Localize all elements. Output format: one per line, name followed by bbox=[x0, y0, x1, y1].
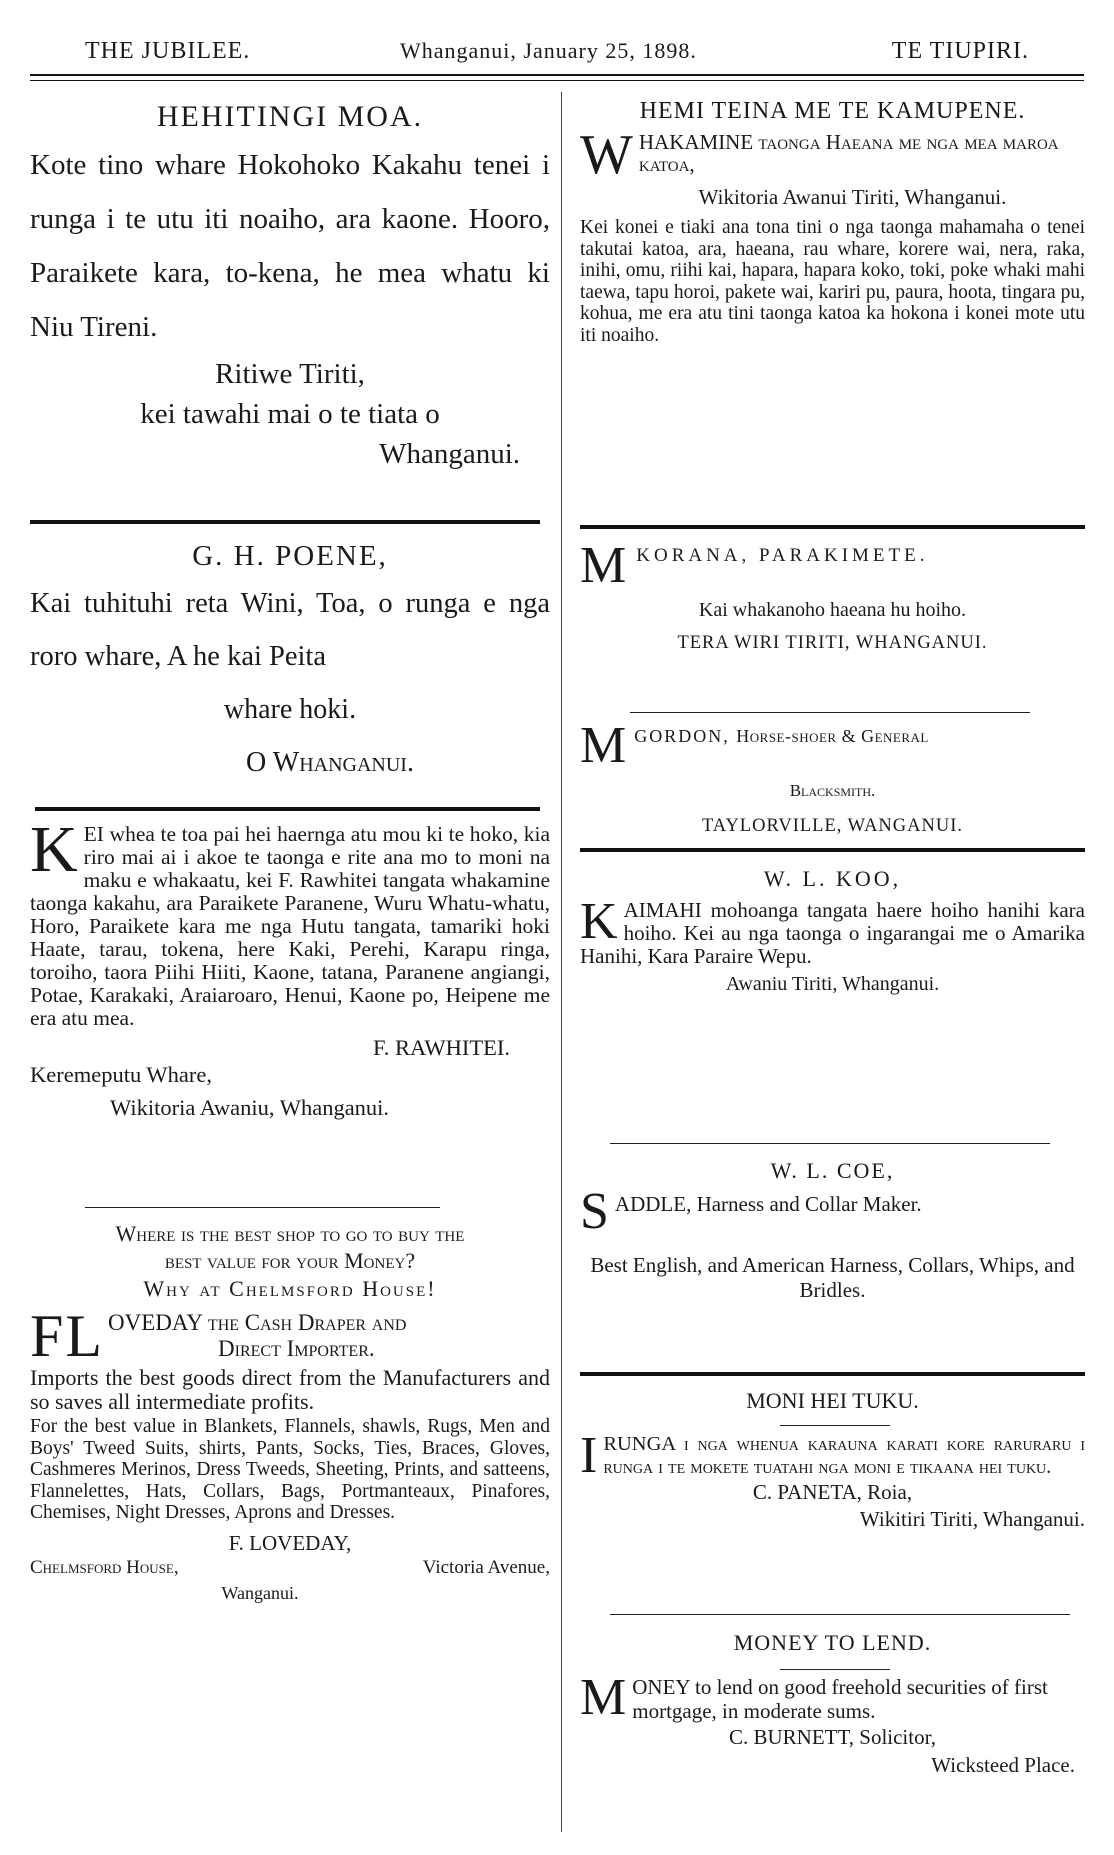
ad-address: TERA WIRI TIRITI, WHANGANUI. bbox=[677, 633, 988, 653]
drop-cap: L bbox=[65, 1303, 103, 1369]
column-divider bbox=[561, 92, 562, 1832]
ad-body: Kai whakanoho haeana hu hoiho. bbox=[698, 599, 967, 621]
ad-title: W. L. COE, bbox=[770, 1158, 895, 1183]
header-right: TE TIUPIRI. bbox=[891, 38, 1029, 64]
ad-title: MONI HEI TUKU. bbox=[746, 1388, 919, 1413]
drop-cap: K bbox=[30, 813, 78, 886]
header-rule bbox=[30, 74, 1084, 76]
divider bbox=[35, 807, 540, 811]
ad-address: Wanganui. bbox=[221, 1582, 299, 1603]
drop-cap: S bbox=[580, 1183, 609, 1240]
ad-body: EI whea te toa pai hei haernga atu mou ki te hoko, kia riro mai ai i akoe te taonga e rite ana mo to moni na maku e whakaatu, kei F. Rawhitei tangata whakamine taonga kakahu, ara Paraikete Paranene, Wuru Whatu-whatu, Horo, Paraikete kara me nga Hutu tangata, tamariki hoki Haate, tarau, tokena, here Kaki, Perehi, Karapu ringa, toroiho, taora Piihi Hiiti, Kaone, tatana, Paranene angiangi, Potae, Karakaki, Araiaroaro, Henui, Kaone po, Heipene me era atu mea. bbox=[30, 822, 550, 1030]
header-date: Whanganui, January 25, 1898. bbox=[400, 38, 697, 63]
ad-title: Direct Importer. bbox=[218, 1336, 375, 1361]
ad-address: Wicksteed Place. bbox=[931, 1753, 1075, 1777]
header-left: THE JUBILEE. bbox=[85, 38, 251, 64]
divider bbox=[85, 1207, 440, 1208]
ad-body: Kote tino whare Hokohoko Kakahu tenei i runga i te utu iti noaiho, ara kaone. Hooro, Paraikete kara, to-kena, he mea whatu ki Niu Tireni. bbox=[30, 149, 550, 343]
divider bbox=[630, 712, 1030, 713]
ad-line: Why at Chelmsford House! bbox=[143, 1276, 437, 1301]
ad-loveday bbox=[30, 1220, 550, 1604]
divider bbox=[580, 525, 1085, 529]
drop-cap: I bbox=[580, 1427, 598, 1484]
ad-address: Wikitoria Awanui Tiriti, Whanganui. bbox=[698, 185, 1007, 209]
ad-body: For the best value in Blankets, Flannels, shawls, Rugs, Men and Boys' Tweed Suits, shirts, Pants, Socks, Ties, Braces, Gloves, Cashmeres Merinos, Dress Tweeds, Sheeting, Prints, and satteens, Flannelettes, Hats, Collars, Bags, Portmanteaux, Pinafores, Chemises, Night Dresses, Aprons and Dresses. bbox=[30, 1416, 550, 1523]
ad-trade: Horse-shoer & General bbox=[736, 726, 929, 746]
drop-cap: M bbox=[580, 1669, 627, 1726]
ad-title: G. H. POENE, bbox=[192, 540, 388, 572]
ad-title: HEHITINGI MOA. bbox=[156, 100, 424, 133]
ad-body: Kei konei e tiaki ana tona tini o nga taonga mahamaha o tenei takutai katoa, ara, haeana, rau whare, korere wai, nera, raka, inihi, omu, riihi kai, hapara, hapara koko, toki, poke whaki mahi taewa, tapu horoi, pakete wai, kariri pu, paura, hoota, tingara pu, kohua, me era atu tini taonga katoa ka hokona i konei mote utu iti noaiho. bbox=[580, 217, 1085, 346]
ad-moni-hei-tuku bbox=[580, 1385, 1085, 1533]
divider bbox=[580, 848, 1085, 852]
drop-cap: F bbox=[30, 1303, 64, 1369]
ad-line: Whanganui. bbox=[379, 438, 520, 470]
ad-signature: C. PANETA, Roia, bbox=[752, 1480, 913, 1504]
drop-cap: M bbox=[580, 537, 631, 594]
ad-address: Chelmsford House, bbox=[30, 1556, 179, 1578]
ad-title: MONEY TO LEND. bbox=[733, 1630, 932, 1655]
ad-money-to-lend bbox=[580, 1627, 1085, 1779]
ad-coe bbox=[580, 1155, 1085, 1303]
divider bbox=[780, 1669, 890, 1670]
divider bbox=[780, 1425, 890, 1426]
ad-title: HEMI TEINA ME TE KAMUPENE. bbox=[639, 98, 1026, 124]
ad-intro: HAKAMINE taonga Haeana me nga mea maroa katoa, bbox=[638, 130, 1059, 176]
header-rule-thin bbox=[30, 80, 1084, 81]
ad-address: Wikitiri Tiriti, Whanganui. bbox=[859, 1507, 1085, 1531]
ad-gordon bbox=[580, 717, 1085, 841]
divider bbox=[580, 1372, 1085, 1376]
ad-trade: Blacksmith. bbox=[789, 781, 876, 800]
drop-cap: M bbox=[580, 717, 629, 774]
ad-line: whare hoki. bbox=[223, 694, 357, 725]
ad-body: AIMAHI mohoanga tangata haere hoiho hanihi kara hoiho. Kei au nga taonga o ingarangai me o Amarika Hanihi, Kara Paraire Wepu. bbox=[580, 898, 1085, 968]
divider bbox=[610, 1614, 1070, 1615]
drop-cap: K bbox=[580, 893, 618, 950]
ad-name: GORDON, bbox=[634, 726, 730, 746]
ad-body: ONEY to lend on good freehold securities of first mortgage, in moderate sums. bbox=[632, 1675, 1048, 1723]
ad-name: KORANA, PARAKIMETE. bbox=[636, 545, 929, 566]
ad-signature: F. RAWHITEI. bbox=[373, 1035, 510, 1060]
ad-address: Wikitoria Awaniu, Whanganui. bbox=[110, 1095, 390, 1120]
ad-poene bbox=[30, 540, 550, 789]
ad-signature: F. LOVEDAY, bbox=[228, 1530, 352, 1555]
ad-title: OVEDAY the Cash Draper and bbox=[108, 1310, 407, 1335]
ad-address: Victoria Avenue, bbox=[422, 1556, 550, 1578]
ad-rawhitei bbox=[30, 813, 550, 1121]
ad-hehitingi-moa bbox=[30, 100, 550, 474]
ad-street: Ritiwe Tiriti, bbox=[215, 358, 365, 390]
divider bbox=[30, 520, 540, 524]
ad-koo bbox=[580, 863, 1085, 1000]
ad-address: Keremeputu Whare, bbox=[30, 1062, 212, 1087]
ad-address: Awaniu Tiriti, Whanganui. bbox=[725, 973, 940, 995]
ad-body: Imports the best goods direct from the Manufacturers and so saves all intermediate profits. bbox=[30, 1365, 550, 1414]
ad-body: Kai tuhituhi reta Wini, Toa, o runga e nga roro whare, A he kai Peita bbox=[30, 588, 550, 672]
ad-hemi-teina bbox=[580, 95, 1085, 346]
ad-place: O Whanganui. bbox=[246, 747, 414, 778]
ad-address: TAYLORVILLE, WANGANUI. bbox=[701, 816, 964, 836]
page-header bbox=[30, 38, 1084, 78]
divider bbox=[610, 1143, 1050, 1144]
ad-body: Best English, and American Harness, Collars, Whips, and Bridles. bbox=[590, 1253, 1075, 1302]
ad-signature: C. BURNETT, Solicitor, bbox=[728, 1725, 937, 1749]
ad-line: kei tawahi mai o te tiata o bbox=[140, 398, 440, 430]
drop-cap: W bbox=[580, 124, 633, 186]
ad-line: best value for your Money? bbox=[164, 1248, 416, 1273]
ad-line: Where is the best shop to go to buy the bbox=[115, 1221, 465, 1246]
ad-title: W. L. KOO, bbox=[763, 866, 902, 891]
ad-body: RUNGA i nga whenua karauna karati kore raruraru i runga i te mokete tuatahi nga moni e tikaana hei tuku. bbox=[603, 1433, 1085, 1478]
ad-title: ADDLE, Harness and Collar Maker. bbox=[614, 1192, 922, 1216]
ad-korana bbox=[580, 537, 1085, 661]
